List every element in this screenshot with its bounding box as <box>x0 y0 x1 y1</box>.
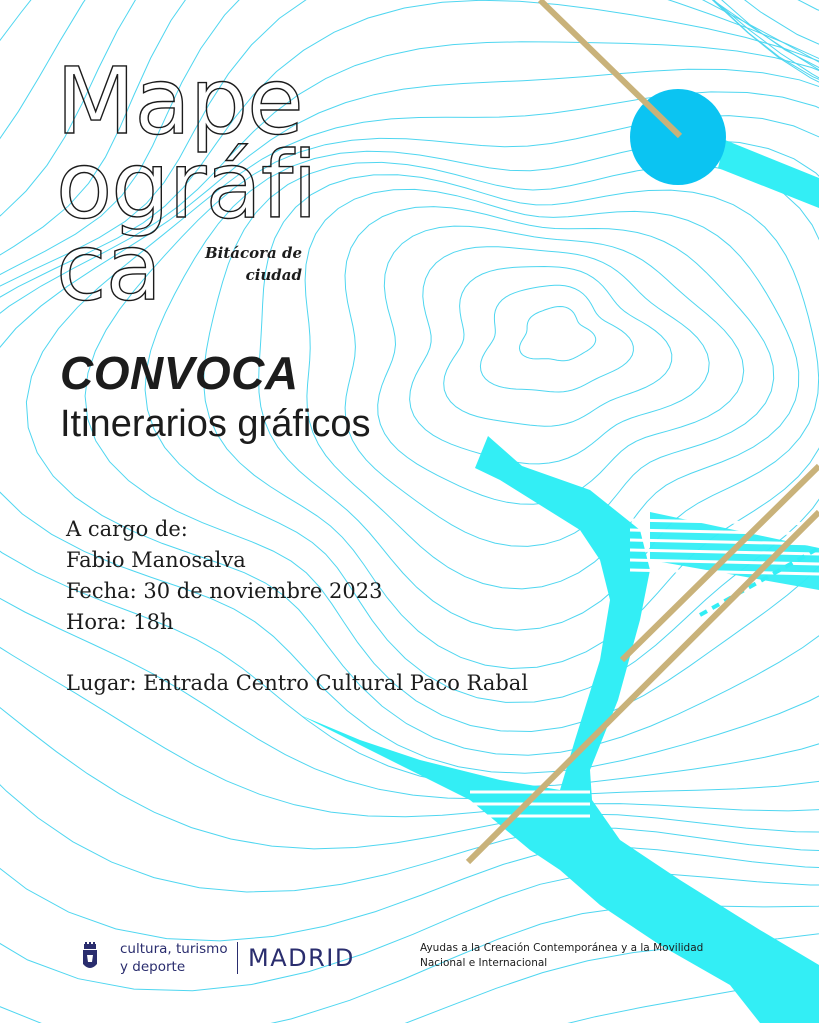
logo-tagline <box>196 242 302 286</box>
grant-credit-line-2: Nacional e Internacional <box>420 957 548 969</box>
cyan-band-top <box>718 140 819 208</box>
detail-time: Hora: 18h <box>66 610 174 634</box>
logo-line-1: Mape <box>56 48 303 155</box>
detail-date: Fecha: 30 de noviembre 2023 <box>66 579 383 603</box>
contour-line <box>520 307 596 361</box>
department-line-1: cultura, turismo <box>120 941 228 957</box>
department-line-2: y deporte <box>120 959 186 975</box>
detail-organizer-label: A cargo de: <box>66 517 188 541</box>
grant-credit-line-1: Ayudas a la Creación Contemporánea y a la Movilidad <box>420 942 704 954</box>
logo-line-2: ográfi <box>56 132 317 239</box>
contour-line <box>410 247 710 464</box>
footer-divider <box>237 942 238 974</box>
madrid-crest-icon <box>80 942 100 974</box>
contour-line <box>480 285 633 392</box>
detail-place: Lugar: Entrada Centro Cultural Paco Rabal <box>66 671 529 695</box>
headline: CONVOCA <box>60 347 299 399</box>
grant-credit <box>420 941 703 971</box>
tagline-line-1: Bitácora de <box>204 244 302 262</box>
logo-line-3: ca <box>56 214 161 321</box>
detail-organizer-name: Fabio Manosalva <box>66 548 246 572</box>
city-wordmark: MADRID <box>248 944 355 972</box>
tagline-line-2: ciudad <box>245 266 302 284</box>
subheadline: Itinerarios gráficos <box>60 403 371 445</box>
department-name <box>120 940 228 976</box>
contour-line <box>378 226 744 504</box>
